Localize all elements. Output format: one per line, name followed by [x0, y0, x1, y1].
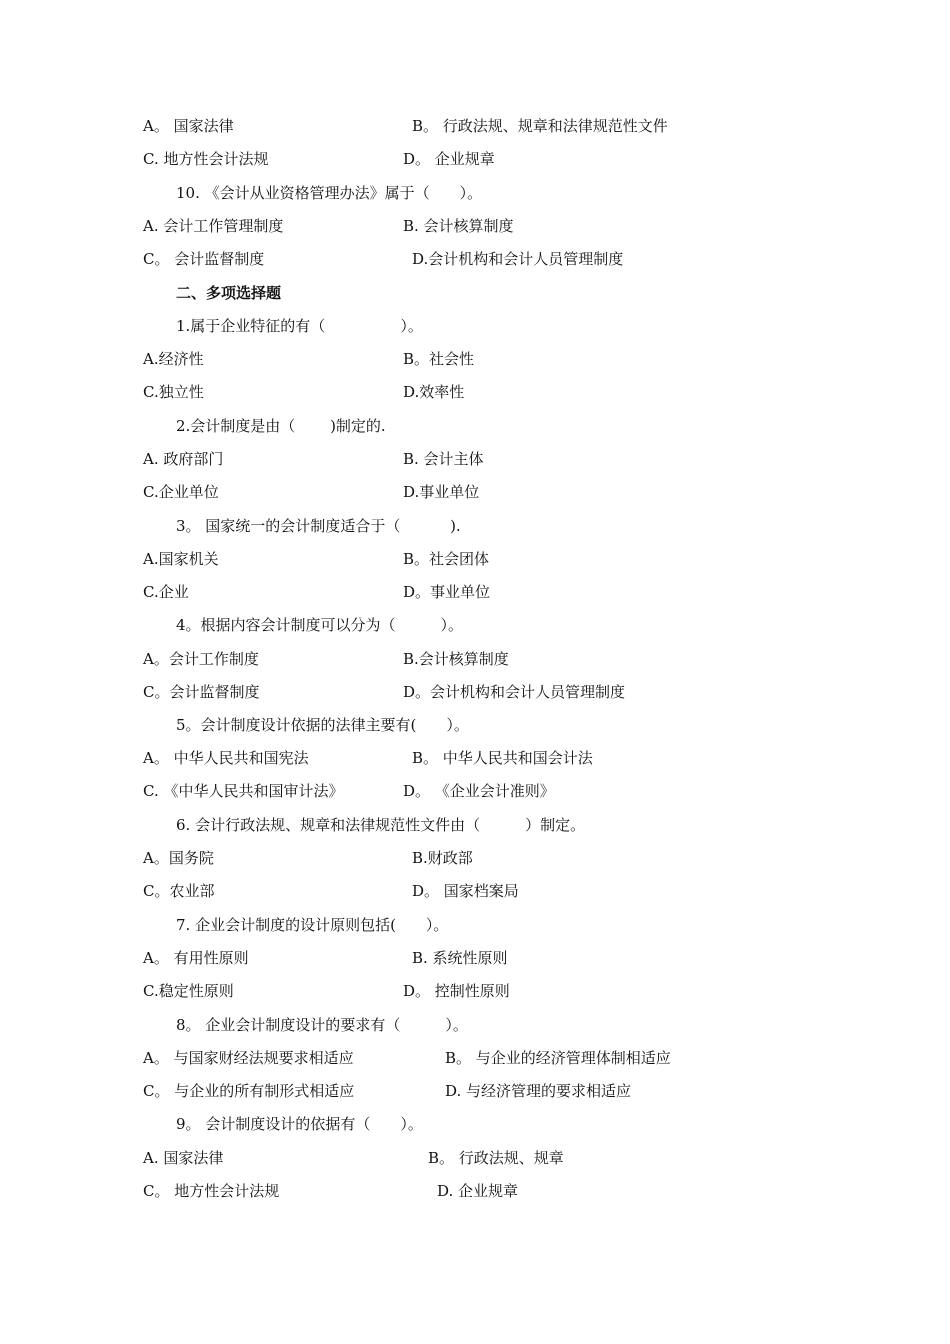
option-left: C。 会计监督制度	[143, 250, 265, 268]
option-right: D.会计机构和会计人员管理制度	[412, 250, 624, 268]
option-left: C. 《中华人民共和国审计法》	[143, 782, 344, 800]
option-right: D。 企业规章	[403, 150, 495, 168]
option-left: A. 国家法律	[143, 1149, 224, 1167]
option-left: A.经济性	[143, 350, 204, 368]
question-stem: 10. 《会计从业资格管理办法》属于（ ）。	[176, 184, 483, 202]
option-right: B。社会性	[403, 350, 475, 368]
option-right: D.事业单位	[403, 483, 480, 501]
option-left: C. 地方性会计法规	[143, 150, 269, 168]
option-left: A。国务院	[143, 849, 214, 867]
question-stem: 6. 会计行政法规、规章和法律规范性文件由（ ）制定。	[176, 816, 586, 834]
option-right: B.会计核算制度	[403, 650, 509, 668]
option-left: C.企业单位	[143, 483, 219, 501]
option-right: B.财政部	[412, 849, 473, 867]
question-stem: 5。会计制度设计依据的法律主要有( ）。	[176, 716, 469, 734]
option-left: A。 与国家财经法规要求相适应	[143, 1049, 354, 1067]
option-left: A.国家机关	[143, 550, 219, 568]
question-stem: 1.属于企业特征的有（ ）。	[176, 317, 423, 335]
option-left: A. 会计工作管理制度	[143, 217, 284, 235]
question-stem: 3。 国家统一的会计制度适合于（ ).	[176, 517, 461, 535]
option-left: C.企业	[143, 583, 189, 601]
option-left: C.稳定性原则	[143, 982, 234, 1000]
option-right: B。 与企业的经济管理体制相适应	[445, 1049, 671, 1067]
option-right: D。事业单位	[403, 583, 491, 601]
option-right: B. 会计核算制度	[403, 217, 514, 235]
option-right: D. 与经济管理的要求相适应	[445, 1082, 632, 1100]
option-right: D。 控制性原则	[403, 982, 510, 1000]
option-right: B. 会计主体	[403, 450, 484, 468]
option-right: D。会计机构和会计人员管理制度	[403, 683, 626, 701]
option-left: C.独立性	[143, 383, 204, 401]
option-right: B。 行政法规、规章和法律规范性文件	[412, 117, 668, 135]
option-right: B。社会团体	[403, 550, 490, 568]
option-right: D.效率性	[403, 383, 465, 401]
option-left: C。 与企业的所有制形式相适应	[143, 1082, 355, 1100]
question-stem: 4。根据内容会计制度可以分为（ ）。	[176, 616, 464, 634]
option-right: B。 行政法规、规章	[428, 1149, 564, 1167]
option-left: A。 国家法律	[143, 117, 234, 135]
option-right: B. 系统性原则	[412, 949, 508, 967]
option-left: A。 有用性原则	[143, 949, 249, 967]
option-right: B。 中华人民共和国会计法	[412, 749, 593, 767]
question-stem: 8。 企业会计制度设计的要求有（ ）。	[176, 1016, 468, 1034]
option-left: A。 中华人民共和国宪法	[143, 749, 309, 767]
option-left: A。会计工作制度	[143, 650, 259, 668]
option-left: C。会计监督制度	[143, 683, 260, 701]
option-left: C。农业部	[143, 882, 215, 900]
question-stem: 9。 会计制度设计的依据有（ ）。	[176, 1115, 423, 1133]
question-stem: 7. 企业会计制度的设计原则包括( ）。	[176, 916, 449, 934]
option-right: D。 《企业会计准则》	[403, 782, 555, 800]
option-right: D. 企业规章	[437, 1182, 519, 1200]
option-left: A. 政府部门	[143, 450, 224, 468]
question-stem: 2.会计制度是由（ )制定的.	[176, 417, 386, 435]
option-right: D。 国家档案局	[412, 882, 519, 900]
option-left: C。 地方性会计法规	[143, 1182, 280, 1200]
section-heading: 二、多项选择题	[176, 284, 282, 302]
